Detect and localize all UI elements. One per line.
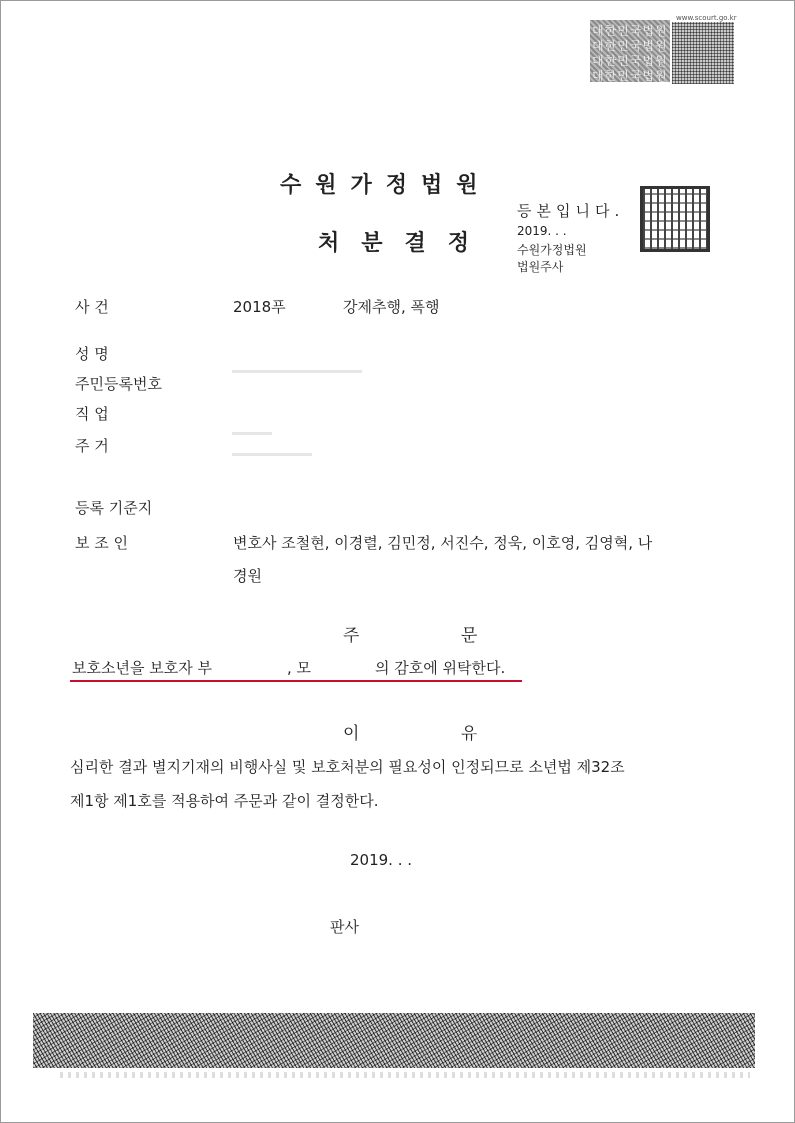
job-label: 직 업 — [75, 405, 109, 423]
document-title: 처분결정 — [318, 230, 492, 256]
case-number: 2018푸 — [233, 298, 286, 316]
footer-dots — [60, 1072, 750, 1078]
order-text-3: 의 감호에 위탁한다. — [375, 659, 506, 677]
watermark-line: 대한민국법원 — [592, 54, 668, 68]
certification-officer: 법원주사 — [517, 260, 564, 274]
redaction — [232, 432, 272, 435]
security-pattern — [672, 22, 734, 84]
court-seal — [640, 186, 710, 252]
reason-heading: 이 유 — [343, 724, 526, 744]
redaction — [232, 370, 362, 373]
watermark-line: 대한민국법원 — [592, 69, 668, 83]
court-name: 수원가정법원 — [280, 172, 492, 198]
assistant-names-cont: 경원 — [233, 567, 262, 585]
certification-text: 등본입니다. — [517, 202, 625, 220]
order-text-1: 보호소년을 보호자 부 — [72, 659, 212, 677]
site-url: www.scourt.go.kr — [676, 14, 737, 22]
case-label: 사 건 — [75, 298, 109, 316]
order-underline — [70, 680, 522, 682]
address-label: 주 거 — [75, 437, 109, 455]
assistant-label: 보 조 인 — [75, 534, 129, 552]
order-heading: 주 문 — [343, 626, 526, 646]
reason-line-2: 제1항 제1호를 적용하여 주문과 같이 결정한다. — [70, 792, 379, 810]
reason-line-1: 심리한 결과 별지기재의 비행사실 및 보호처분의 필요성이 인정되므로 소년법 제32조 — [70, 758, 625, 776]
watermark-line: 대한민국법원 — [592, 39, 668, 53]
case-charge: 강제추행, 폭행 — [343, 298, 440, 316]
decision-date: 2019. . . — [350, 851, 413, 869]
assistant-names: 변호사 조철현, 이경렬, 김민정, 서진수, 정욱, 이호영, 김영혁, 나 — [233, 534, 653, 552]
court-watermark — [590, 20, 670, 82]
footer-security-pattern — [33, 1013, 755, 1068]
rrn-label: 주민등록번호 — [75, 375, 162, 393]
certification-date: 2019. . . — [517, 224, 567, 238]
judge-label: 판사 — [330, 918, 359, 936]
certification-court: 수원가정법원 — [517, 243, 587, 257]
order-text-2: , 모 — [287, 659, 312, 677]
registry-label: 등록 기준지 — [75, 499, 153, 517]
watermark-line: 대한민국법원 — [592, 24, 668, 38]
name-label: 성 명 — [75, 345, 109, 363]
redaction — [232, 453, 312, 456]
